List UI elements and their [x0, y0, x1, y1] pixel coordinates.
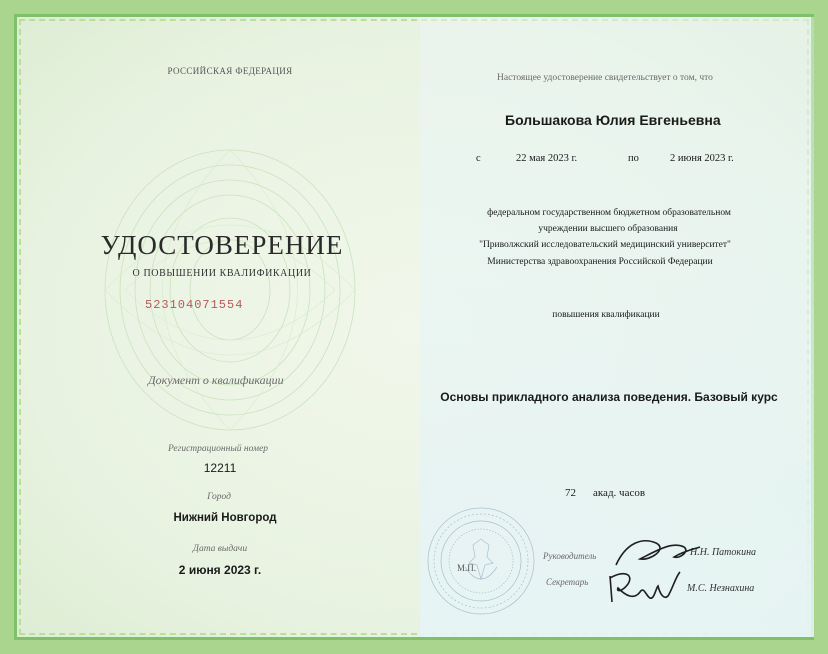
program-title: Основы прикладного анализа поведения. Базовый курс	[440, 390, 778, 404]
institution-line-4: Министерства здравоохранения Российской Федерации	[487, 257, 713, 267]
hours-value: 72	[565, 487, 576, 499]
secretary-name: М.С. Незнахина	[687, 583, 755, 594]
rosette-watermark	[95, 140, 365, 440]
document-type: Документ о квалификации	[148, 373, 284, 387]
head-name: Н.Н. Патокина	[690, 547, 757, 558]
city-label: Город	[207, 492, 231, 502]
training-type: повышения квалификации	[552, 310, 660, 320]
stamp-place-label: М.П.	[457, 563, 477, 573]
city: Нижний Новгород	[173, 512, 277, 524]
institution-line-2: учреждении высшего образования	[538, 224, 678, 234]
seal-stamp	[425, 505, 537, 617]
period-to-date: 2 июня 2023 г.	[670, 153, 734, 164]
serial-number: 523104071554	[145, 298, 244, 312]
period-from-date: 22 мая 2023 г.	[516, 153, 578, 164]
institution-line-1: федеральном государственном бюджетном образовательном	[487, 208, 731, 218]
secretary-label: Секретарь	[546, 577, 589, 587]
secretary-signature	[604, 566, 684, 608]
period-from-label: с	[476, 153, 481, 164]
document-subtitle: О ПОВЫШЕНИИ КВАЛИФИКАЦИИ	[132, 268, 312, 279]
issue-date-label: Дата выдачи	[192, 544, 248, 554]
country-label: РОССИЙСКАЯ ФЕДЕРАЦИЯ	[167, 66, 293, 76]
head-label: Руководитель	[543, 551, 597, 561]
intro-text: Настоящее удостоверение свидетельствует о том, что	[497, 73, 713, 83]
registration-number: 12211	[203, 461, 237, 475]
issue-date: 2 июня 2023 г.	[178, 563, 262, 577]
holder-name: Большакова Юлия Евгеньевна	[505, 112, 721, 128]
document-title: УДОСТОВЕРЕНИЕ	[100, 230, 344, 260]
registration-label: Регистрационный номер	[167, 444, 269, 454]
period-to-label: по	[628, 153, 639, 164]
institution-line-3: "Приволжский исследовательский медицинский университет"	[479, 240, 731, 250]
hours-unit: акад. часов	[593, 487, 646, 499]
